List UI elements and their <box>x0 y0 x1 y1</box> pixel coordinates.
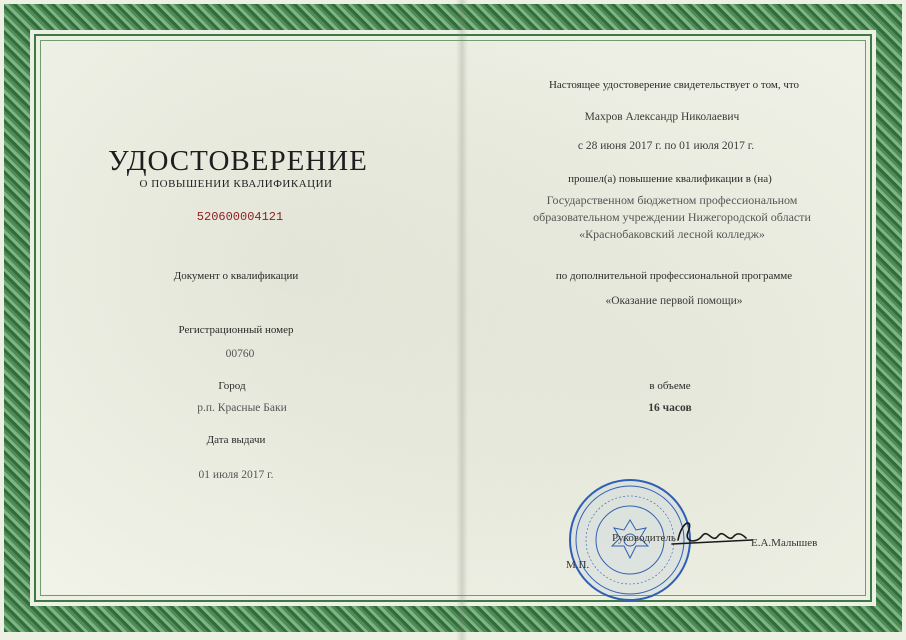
head-label: Руководитель <box>612 532 676 544</box>
city-label: Город <box>218 380 246 392</box>
institution-line-2: образовательном учреждении Нижегородской области <box>533 210 811 224</box>
date-value: 01 июля 2017 г. <box>198 469 274 481</box>
seal-label: М.П. <box>566 559 590 571</box>
document-title: УДОСТОВЕРЕНИЕ <box>108 145 368 177</box>
document-subtitle: О ПОВЫШЕНИИ КВАЛИФИКАЦИИ <box>139 178 333 190</box>
volume-value: 16 часов <box>648 402 692 414</box>
intro-text: Настоящее удостоверение свидетельствует о том, что <box>548 79 800 91</box>
reg-number-label: Регистрационный номер <box>178 324 294 336</box>
date-label: Дата выдачи <box>206 434 266 446</box>
head-name: Е.А.Малышев <box>751 537 818 549</box>
volume-label: в объеме <box>649 380 691 392</box>
institution-line-3: «Краснобаковский лесной колледж» <box>579 227 765 241</box>
full-name: Махров Александр Николаевич <box>584 111 740 123</box>
reg-number-value: 00760 <box>225 348 255 360</box>
document-label: Документ о квалификации <box>173 270 299 282</box>
serial-number: 520600004121 <box>196 210 284 224</box>
signature-icon <box>668 510 758 560</box>
study-period: с 28 июня 2017 г. по 01 июля 2017 г. <box>577 140 755 152</box>
institution-line-1: Государственном бюджетном профессиональном <box>546 193 798 207</box>
passed-label: прошел(а) повышение квалификации в (на) <box>568 173 772 185</box>
city-value: р.п. Красные Баки <box>197 402 287 414</box>
program-label: по дополнительной профессиональной программе <box>555 270 793 282</box>
center-fold <box>456 0 468 640</box>
program-name: «Оказание первой помощи» <box>605 295 743 307</box>
